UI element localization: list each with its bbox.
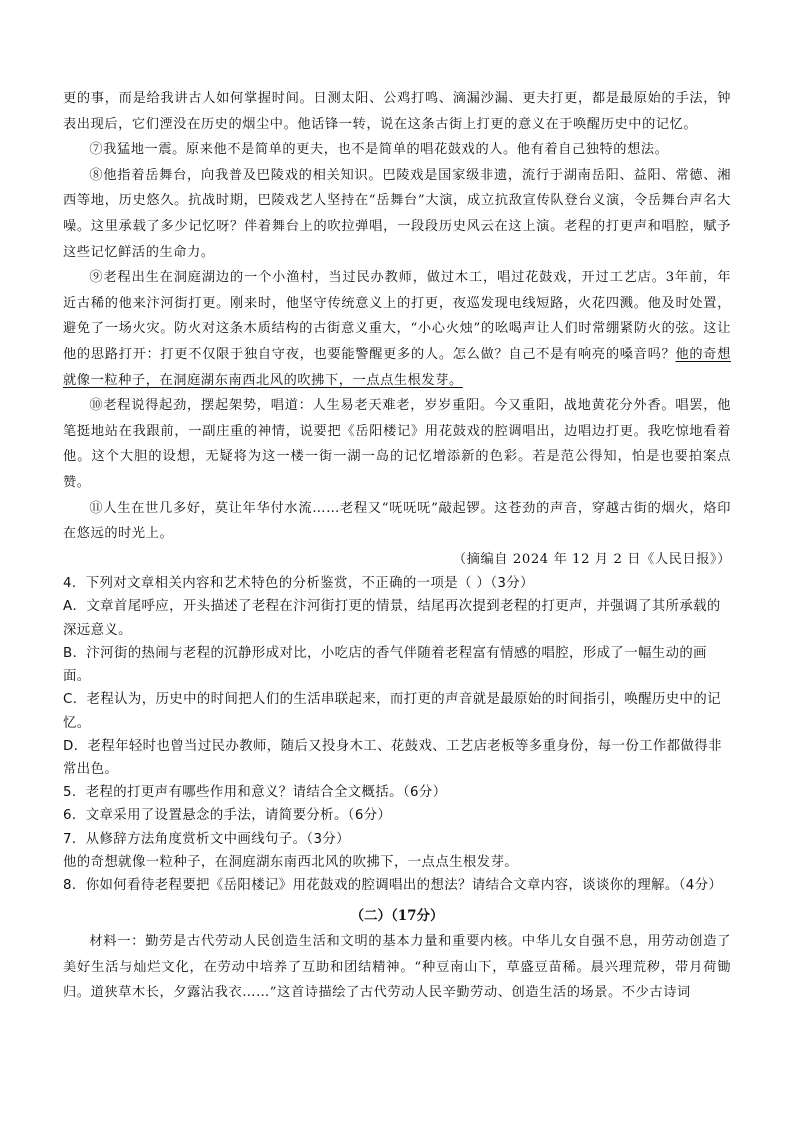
question-7: 7．从修辞方法角度赏析文中画线句子。（3分） bbox=[63, 831, 350, 847]
question-4-option-c: C．老程认为，历史中的时间把人们的生活串联起来，而打更的声音就是最原始的时间指引，唤醒历史中的记忆。 bbox=[63, 692, 721, 731]
questions-block bbox=[63, 572, 731, 897]
question-8: 8．你如何看待老程要把《岳阳楼记》用花鼓戏的腔调唱出的想法？请结合文章内容，谈谈你的理解。（4分） bbox=[63, 877, 723, 893]
exam-page bbox=[63, 86, 731, 1006]
material-1: 材料一：勤劳是古代劳动人民创造生活和文明的基本力量和重要内核。中华儿女自强不息，用劳动创造了美好生活与灿烂文化，在劳动中培养了互助和团结精神。“种豆南山下，草盛豆苗稀。晨兴理荒秽，带月荷锄归。道狭草木长，夕露沾我衣……”这首诗描绘了古代劳动人民辛勤劳动、创造生活的场景。不少古诗词 bbox=[63, 934, 731, 1001]
underlined-sentence: 他的奇想就像一粒种子，在洞庭湖东南西北风的吹拂下，一点点生根发芽。 bbox=[63, 346, 731, 388]
question-4-option-b: B．汴河街的热闹与老程的沉静形成对比，小吃店的香气伴随着老程富有情感的唱腔，形成了一幅生动的画面。 bbox=[63, 645, 707, 685]
section-2-title: （二）（17分） bbox=[350, 908, 444, 925]
passage-paragraph-7: ⑦我猛地一震。原来他不是简单的更夫，也不是简单的唱花鼓戏的人。他有着自己独特的想法。 bbox=[89, 142, 669, 158]
question-6: 6．文章采用了设置悬念的手法，请简要分析。（6分） bbox=[63, 808, 392, 824]
question-4-option-a: A．文章首尾呼应，开头描述了老程在汴河街打更的情景，结尾再次提到老程的打更声，并强调了其所承载的深远意义。 bbox=[63, 599, 721, 638]
passage-paragraph-11: ⑪人生在世几多好，莫让年华付水流……老程又“呒呒呒”敲起锣。这苍劲的声音，穿越古街的烟火，烙印在悠远的时光上。 bbox=[63, 500, 731, 542]
passage-paragraph-9 bbox=[63, 265, 731, 393]
passage-paragraph-8: ⑧他指着岳舞台，向我普及巴陵戏的相关知识。巴陵戏是国家级非遗，流行于湖南岳阳、益阳、常德、湘西等地，历史悠久。抗战时期，巴陵戏艺人坚持在“岳舞台”大演，成立抗敌宣传队登台义演，令岳舞台声名大噪。这里承载了多少记忆呀？伴着舞台上的吹拉弹唱，一段段历史风云在这上演。老程的打更声和唱腔，赋予这些记忆鲜活的生命力。 bbox=[63, 167, 731, 260]
passage-paragraph-6: 更的事，而是给我讲古人如何掌握时间。日测太阳、公鸡打鸣、滴漏沙漏、更夫打更，都是最原始的手法，钟表出现后，它们湮没在历史的烟尘中。他话锋一转，说在这条古街上打更的意义在于唤醒历史中的记忆。 bbox=[63, 91, 731, 132]
source-citation: （摘编自 2024 年 12 月 2 日《人民日报》） bbox=[452, 551, 731, 567]
passage-paragraph-10: ⑩老程说得起劲，摆起架势，唱道：人生易老天难老，岁岁重阳。今又重阳，战地黄花分外香。唱罢，他笔挺地站在我跟前，一副庄重的神情，说要把《岳阳楼记》用花鼓戏的腔调唱出，边唱边打更。我吃惊地看着他。这个大胆的设想，无疑将为这一楼一街一湖一岛的记忆增添新的色彩。若是范公得知，怕是也要拍案点赞。 bbox=[63, 398, 731, 490]
question-4-option-d: D．老程年轻时也曾当过民办教师，随后又投身木工、花鼓戏、工艺店老板等多重身份，每一份工作都做得非常出色。 bbox=[63, 738, 722, 777]
question-7-sentence: 他的奇想就像一粒种子，在洞庭湖东南西北风的吹拂下，一点点生根发芽。 bbox=[63, 854, 519, 870]
material-block bbox=[63, 929, 731, 1006]
paragraph-9-text: ⑨老程出生在洞庭湖边的一个小渔村，当过民办教师，做过木工，唱过花鼓戏，开过工艺店。3年前，年近古稀的他来汴河街打更。刚来时，他坚守传统意义上的打更，夜巡发现电线短路，火花四溅。他及时处置，避免了一场火灾。防火对这条木质结构的古街意义重大，“小心火烛”的吆喝声让人们时常绷紧防火的弦。这让他的思路打开：打更不仅限于独自守夜，也要能警醒更多的人。怎么做？自己不是有响亮的嗓音吗？ bbox=[63, 270, 731, 362]
reading-passage bbox=[63, 86, 731, 572]
question-4: 4．下列对文章相关内容和艺术特色的分析鉴赏，不正确的一项是（ ）（3分） bbox=[63, 576, 534, 592]
question-5: 5．老程的打更声有哪些作用和意义？请结合全文概括。（6分） bbox=[63, 785, 447, 801]
